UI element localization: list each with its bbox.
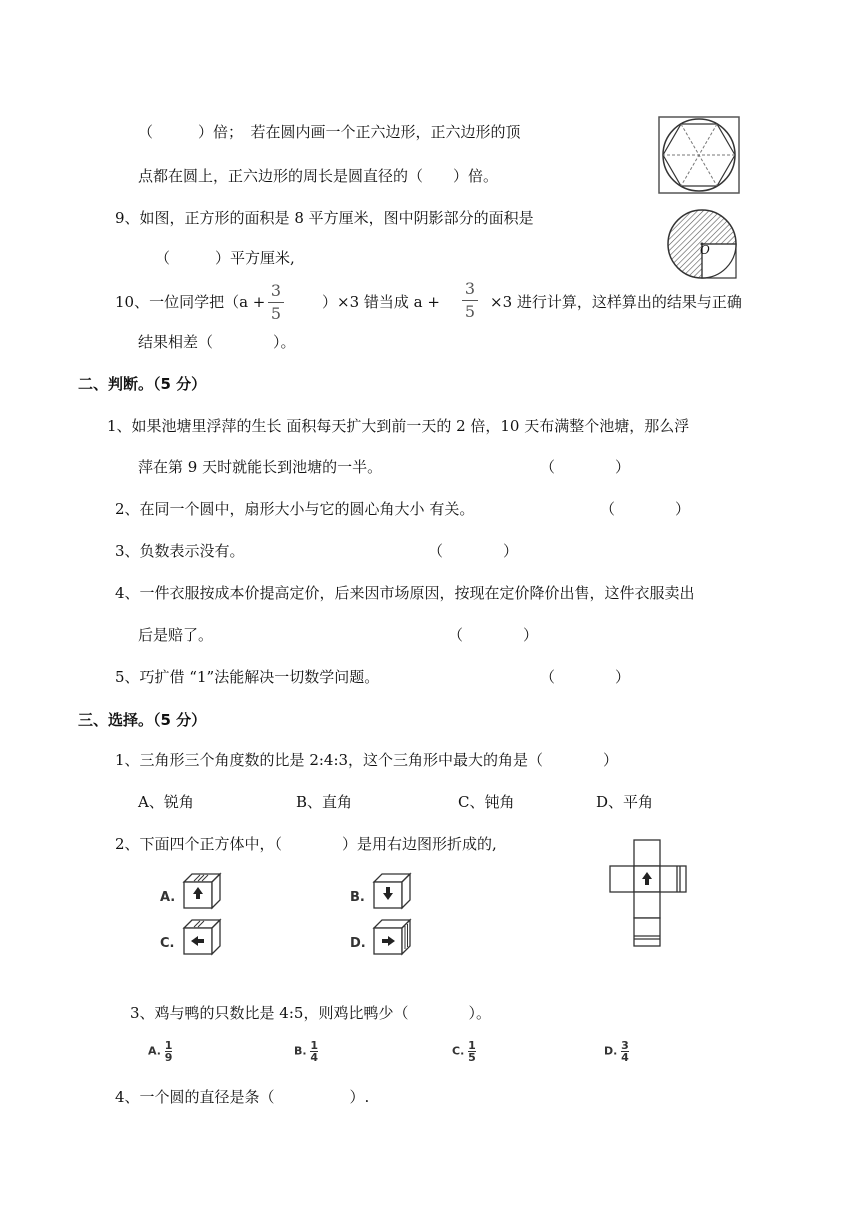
cube-option-c-label[interactable]: C.: [160, 936, 175, 951]
q10-fraction-2: 3 5: [462, 280, 478, 321]
choice-q1-option-c[interactable]: C、钝角: [458, 793, 515, 811]
cube-option-d-label[interactable]: D.: [350, 936, 366, 951]
choice-q4: 4、一个圆的直径是条（ ）.: [115, 1088, 370, 1106]
choice-q3: 3、鸡与鸭的只数比是 4:5，则鸡比鸭少（ ）。: [130, 1004, 491, 1022]
cube-net-figure: [608, 838, 694, 950]
choice-q3-option-b[interactable]: B. $\frac{1}{4}$: [294, 1039, 319, 1064]
judge-item-2: 2、在同一个圆中，扇形大小与它的圆心角大小 有关。: [115, 500, 475, 518]
circle-center-label: O: [700, 243, 710, 257]
judge-item-3-answer[interactable]: （ ）: [428, 542, 519, 560]
hexagon-in-circle-figure: [658, 116, 740, 194]
choice-q2: 2、下面四个正方体中，（ ）是用右边图形折成的,: [115, 835, 497, 853]
section3-title: 三、选择。（5 分）: [78, 711, 207, 729]
q10-part2: ）×3 错当成 a +: [322, 293, 440, 311]
choice-q1-option-b[interactable]: B、直角: [296, 793, 353, 811]
choice-q1-option-a[interactable]: A、锐角: [138, 793, 194, 811]
cube-option-c-icon: [182, 918, 222, 956]
judge-item-4-line2: 后是赔了。: [138, 626, 214, 644]
choice-q1-option-d[interactable]: D、平角: [596, 793, 654, 811]
cube-option-b-icon: [372, 872, 412, 910]
judge-item-1-answer[interactable]: （ ）: [540, 458, 631, 476]
judge-item-5-answer[interactable]: （ ）: [540, 668, 631, 686]
judge-item-2-answer[interactable]: （ ）: [600, 500, 691, 518]
section2-title: 二、判断。（5 分）: [78, 375, 207, 393]
q9-line2: （ ）平方厘米,: [155, 249, 295, 267]
choice-q3-option-a[interactable]: A. $\frac{1}{9}$: [148, 1039, 173, 1064]
q8-line2: 点都在圆上，正六边形的周长是圆直径的（ ）倍。: [138, 167, 499, 185]
q8-line1: （ ）倍； 若在圆内画一个正六边形，正六边形的顶: [138, 123, 521, 141]
q10-part3: ×3 进行计算，这样算出的结果与正确: [490, 293, 742, 311]
judge-item-4-answer[interactable]: （ ）: [448, 626, 539, 644]
cube-option-d-icon: [372, 918, 412, 956]
q9-line1: 9、如图，正方形的面积是 8 平方厘米，图中阴影部分的面积是: [115, 209, 534, 227]
cube-option-a-icon: [182, 872, 222, 910]
q10-fraction-1: 3 5: [268, 282, 284, 323]
judge-item-5: 5、巧扩借 “1”法能解决一切数学问题。: [115, 668, 380, 686]
judge-item-1-line2: 萍在第 9 天时就能长到池塘的一半。: [138, 458, 383, 476]
cube-option-b-label[interactable]: B.: [350, 890, 365, 905]
q10-part1: 10、一位同学把（a +: [115, 293, 266, 311]
q10-line2: 结果相差（ ）。: [138, 333, 296, 351]
cube-option-a-label[interactable]: A.: [160, 890, 176, 905]
judge-item-1-line1: 1、如果池塘里浮萍的生长 面积每天扩大到前一天的 2 倍，10 天布满整个池塘，那么浮: [107, 417, 690, 435]
judge-item-4-line1: 4、一件衣服按成本价提高定价，后来因市场原因，按现在定价降价出售，这件衣服卖出: [115, 584, 695, 602]
choice-q3-option-d[interactable]: D. $\frac{3}{4}$: [604, 1039, 629, 1064]
choice-q1: 1、三角形三个角度数的比是 2:4:3，这个三角形中最大的角是（ ）: [115, 751, 619, 769]
judge-item-3: 3、负数表示没有。: [115, 542, 245, 560]
choice-q3-option-c[interactable]: C. $\frac{1}{5}$: [452, 1039, 476, 1064]
